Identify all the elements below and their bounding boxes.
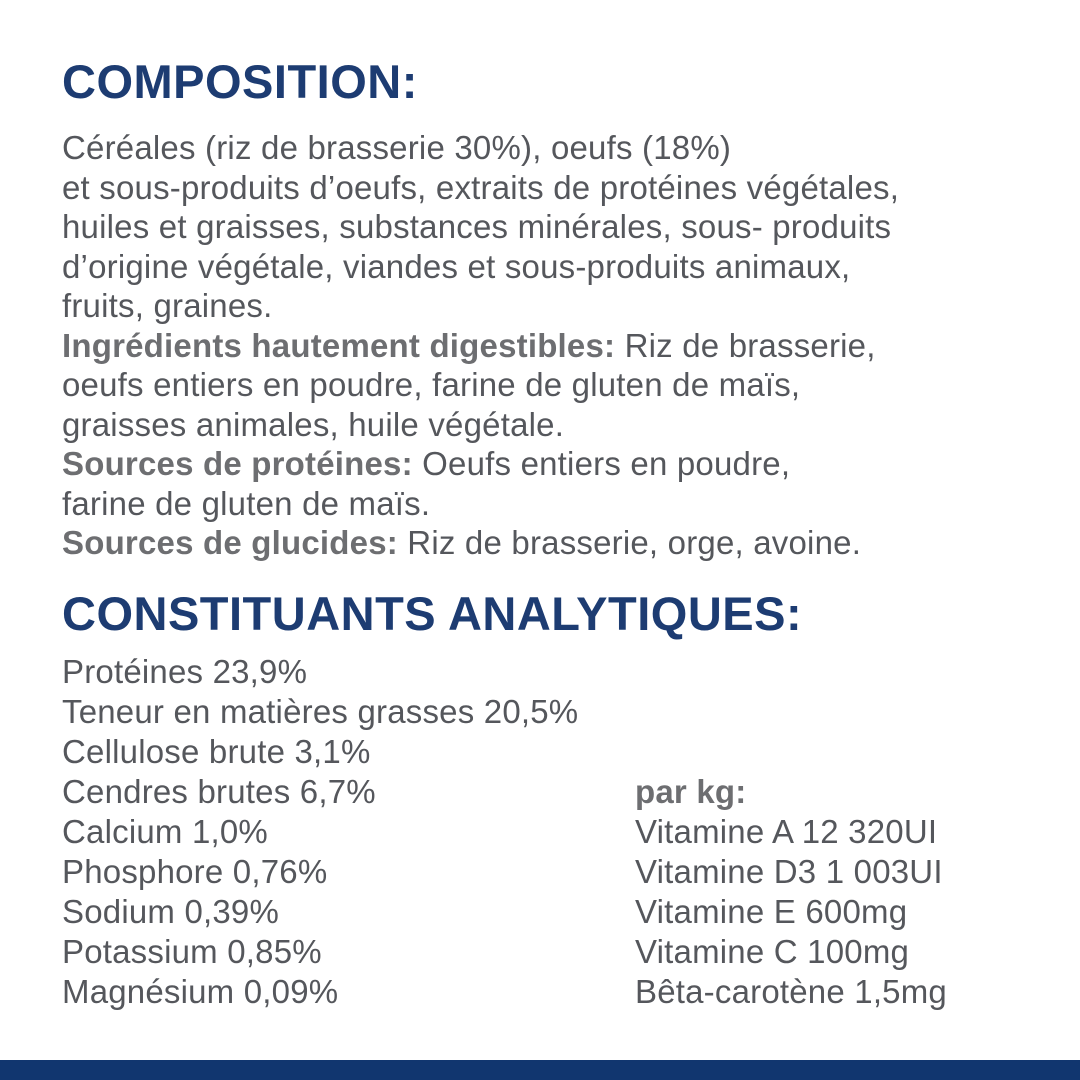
composition-line: et sous-produits d’oeufs, extraits de protéines végétales, bbox=[62, 168, 900, 206]
analytics-item-vitamine-a: Vitamine A 12 320UI bbox=[635, 813, 938, 850]
analytics-item-magnesium: Magnésium 0,09% bbox=[62, 973, 339, 1010]
protein-sources-label: Sources de protéines: bbox=[62, 445, 413, 482]
analytics-item-cendres: Cendres brutes 6,7% bbox=[62, 773, 376, 810]
analytics-right-column bbox=[635, 772, 947, 1012]
analytics-item-matieres-grasses: Teneur en matières grasses 20,5% bbox=[62, 693, 579, 730]
analytics-item-beta-carotene: Bêta-carotène 1,5mg bbox=[635, 973, 947, 1010]
analytics-item-vitamine-c: Vitamine C 100mg bbox=[635, 933, 910, 970]
composition-line-protein-sources: Sources de protéines: Oeufs entiers en poudre, bbox=[62, 445, 791, 482]
composition-title: COMPOSITION: bbox=[62, 55, 418, 108]
analytics-item-vitamine-d3: Vitamine D3 1 003UI bbox=[635, 853, 943, 890]
composition-line: graisses animales, huile végétale. bbox=[62, 405, 565, 443]
analytics-item-cellulose: Cellulose brute 3,1% bbox=[62, 733, 371, 770]
per-kg-label: par kg: bbox=[635, 773, 747, 810]
bottom-brand-bar bbox=[0, 1060, 1080, 1080]
highly-digestible-label: Ingrédients hautement digestibles: bbox=[62, 326, 616, 364]
composition-paragraph bbox=[62, 128, 899, 563]
composition-line-highly-digestible: Ingrédients hautement digestibles: Riz de brasserie, bbox=[62, 326, 876, 364]
analytics-item-calcium: Calcium 1,0% bbox=[62, 813, 268, 850]
composition-line: huiles et graisses, substances minérales, sous- produits bbox=[62, 208, 892, 245]
composition-line: fruits, graines. bbox=[62, 287, 273, 324]
composition-line: farine de gluten de maïs. bbox=[62, 484, 431, 522]
composition-line: oeufs entiers en poudre, farine de gluten de maïs, bbox=[62, 366, 801, 403]
composition-line: d’origine végétale, viandes et sous-produits animaux, bbox=[62, 247, 851, 285]
analytics-title: CONSTITUANTS ANALYTIQUES: bbox=[62, 587, 803, 640]
analytics-item-phosphore: Phosphore 0,76% bbox=[62, 853, 328, 890]
composition-line: Céréales (riz de brasserie 30%), oeufs (18%) bbox=[62, 129, 732, 166]
composition-line-carb-sources: Sources de glucides: Riz de brasserie, orge, avoine. bbox=[62, 524, 862, 561]
analytics-item-vitamine-e: Vitamine E 600mg bbox=[635, 893, 908, 930]
analytics-item-proteines: Protéines 23,9% bbox=[62, 653, 308, 690]
carb-sources-label: Sources de glucides: bbox=[62, 524, 398, 561]
analytics-item-potassium: Potassium 0,85% bbox=[62, 933, 322, 970]
analytics-item-sodium: Sodium 0,39% bbox=[62, 893, 280, 930]
analytics-left-column bbox=[62, 652, 578, 1012]
